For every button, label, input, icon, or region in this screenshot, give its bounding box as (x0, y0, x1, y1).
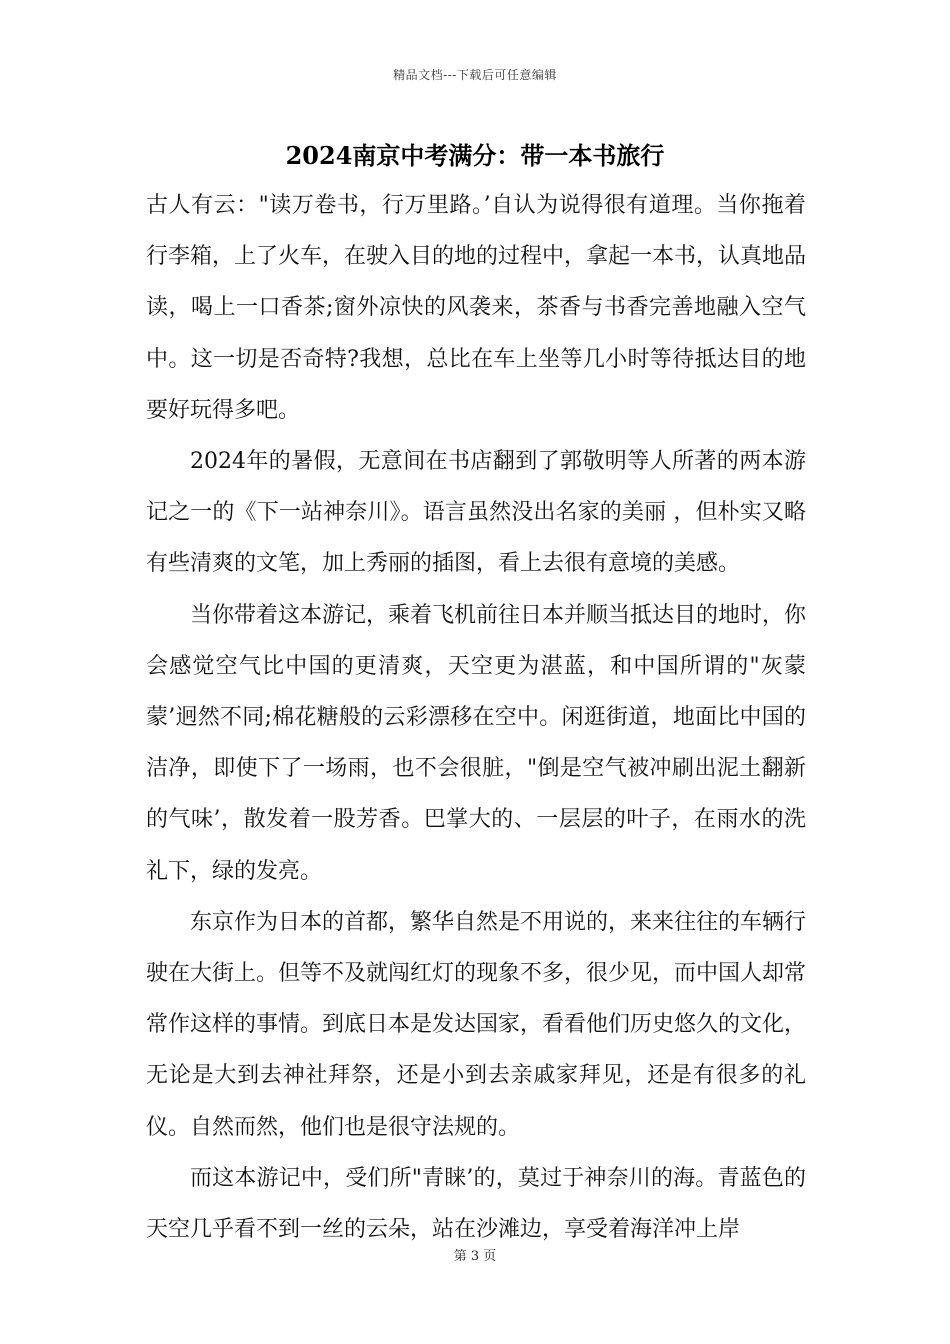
document-title: 2024南京中考满分：带一本书旅行 (285, 141, 665, 170)
document-body (146, 180, 806, 1255)
paragraph: 东京作为日本的首都，繁华自然是不用说的，来来往往的车辆行驶在大街上。但等不及就闯红灯的现象不多，很少见，而中国人却常常作这样的事情。到底日本是发达国家，看看他们历史悠久的文化，无论是大到去神社拜祭，还是小到去亲戚家拜见，还是有很多的礼仪。自然而然，他们也是很守法规的。 (146, 909, 807, 1140)
paragraph: 2024年的暑假，无意间在书店翻到了郭敬明等人所著的两本游记之一的《下一站神奈川》。语言虽然没出名家的美丽 ，但朴实又略有些清爽的文笔，加上秀丽的插图，看上去很有意境的美感。 (146, 449, 806, 577)
header-note: 精品文档---下载后可任意编辑 (393, 68, 557, 82)
paragraph: 当你带着这本游记，乘着飞机前往日本并顺当抵达目的地时，你会感觉空气比中国的更清爽，天空更为湛蓝，和中国所谓的"灰蒙蒙’迥然不同;棉花糖般的云彩漂移在空中。闲逛街道，地面比中国的洁净，即使下了一场雨，也不会很脏，"倒是空气被冲刷出泥土翻新的气味’，散发着一股芳香。巴掌大的、一层层的叶子，在雨水的洗礼下，绿的发亮。 (146, 602, 807, 884)
paragraph: 古人有云："读万卷书，行万里路。’自认为说得很有道理。当你拖着行李箱，上了火车，在驶入目的地的过程中，拿起一本书，认真地品读，喝上一口香茶;窗外凉快的风袭来，茶香与书香完善地融入空气中。这一切是否奇特?我想，总比在车上坐等几小时等待抵达目的地要好玩得多吧。 (146, 193, 807, 423)
page-number: 第 3 页 (453, 1249, 497, 1264)
paragraph: 而这本游记中，受们所"青睐’的，莫过于神奈川的海。青蓝色的天空几乎看不到一丝的云朵，站在沙滩边，享受着海洋冲上岸 (146, 1165, 806, 1243)
